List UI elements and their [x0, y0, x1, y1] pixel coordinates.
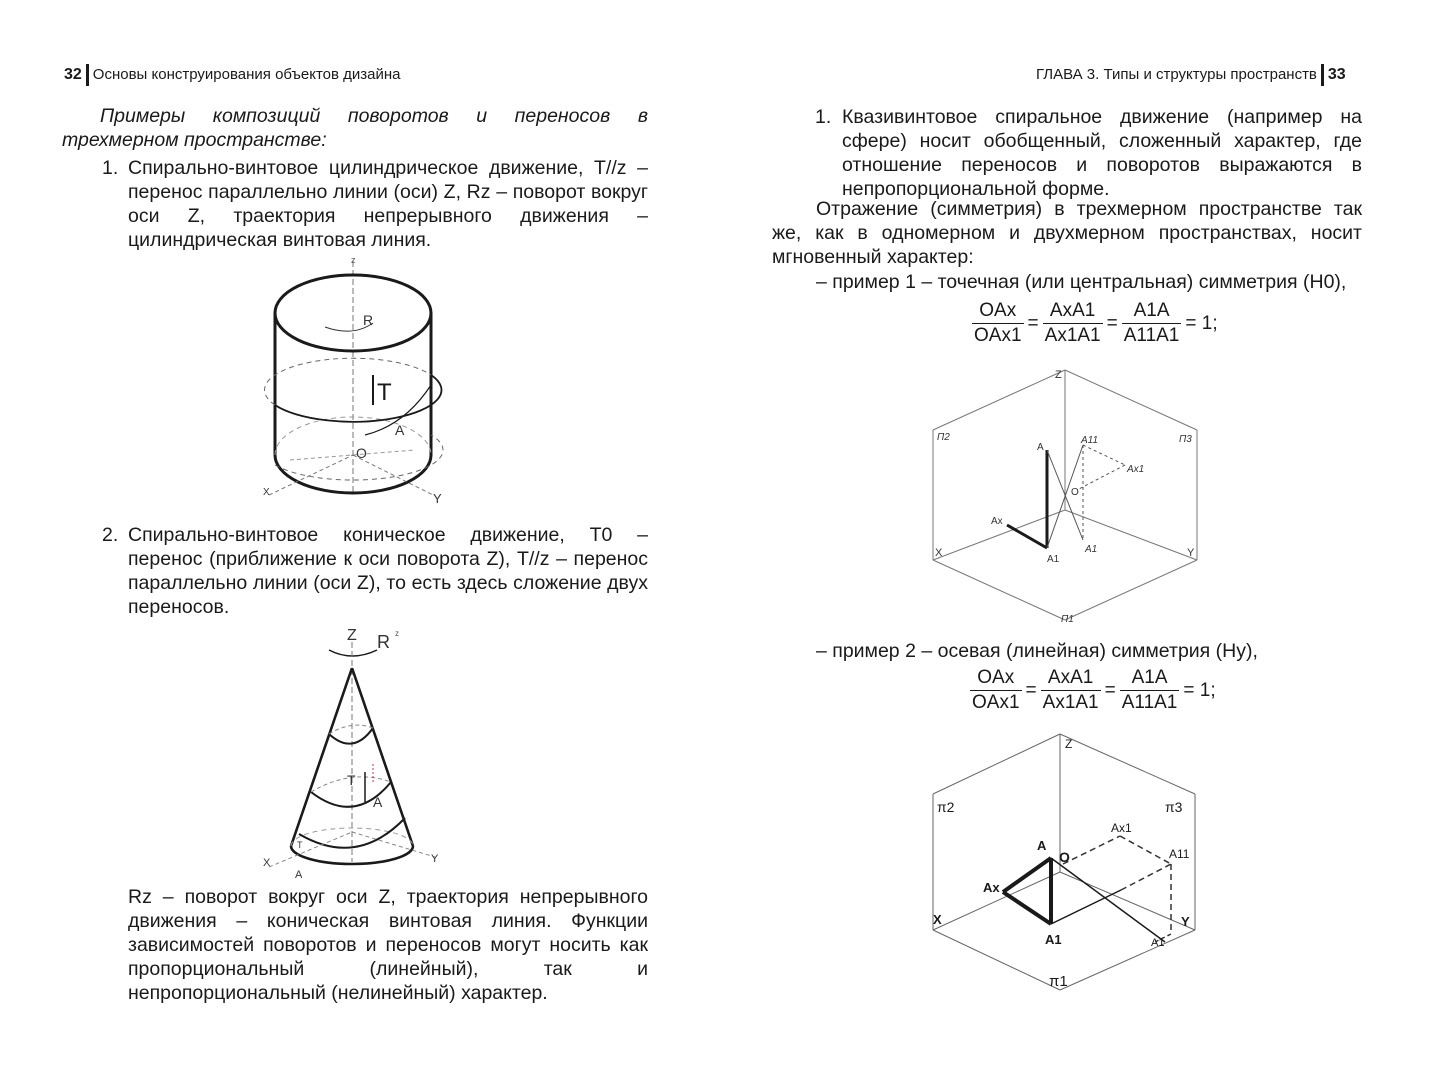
- formula1-d1: OAx1: [974, 325, 1022, 346]
- fig4-label-p3: π3: [1165, 799, 1183, 815]
- right-running-title: ГЛАВА 3. Типы и структуры пространств: [1036, 65, 1317, 83]
- formula1-rhs: = 1;: [1185, 312, 1218, 334]
- fig3-label-p2: П2: [937, 432, 950, 443]
- formula2-rhs: = 1;: [1183, 679, 1216, 701]
- fig4-label-a1: A1: [1045, 932, 1062, 947]
- fig2-label-a: A: [373, 794, 383, 810]
- fig2-label-r: R: [377, 632, 390, 652]
- left-running-header: [64, 64, 401, 86]
- left-running-title: Основы конструирования объектов дизайна: [92, 65, 401, 83]
- fig3-label-p1: П1: [1061, 614, 1074, 625]
- fig1-label-z: z: [351, 255, 356, 265]
- cone-helix-figure: [255, 622, 455, 880]
- left-item2-number: 2.: [102, 524, 119, 546]
- fig2-label-t-small: T: [297, 840, 303, 850]
- fig1-label-o: O: [356, 445, 367, 461]
- formula2-d2: Ax1A1: [1042, 692, 1099, 713]
- header-divider: [86, 64, 89, 86]
- formula1-n3: A1A: [1122, 299, 1182, 324]
- right-running-header: [1036, 64, 1346, 86]
- formula2-n1: OAx: [970, 666, 1022, 691]
- intro-paragraph: Примеры композиций поворотов и переносов в трехмерном пространстве:: [62, 105, 648, 151]
- fig2-label-a-bottom: A: [295, 869, 303, 880]
- formula2: $\frac{\text{OAx}}{\text{OAx1}}$ = $\frac{\text{AxA1}}{Ax1A1}$ = $\frac{A1A}{A11A1}$ = 1;: [972, 667, 1216, 713]
- fig4-label-p1: π1: [1049, 973, 1068, 990]
- fig3-label-p3: П3: [1179, 434, 1192, 445]
- symmetry-paragraph: Отражение (симметрия) в трехмерном пространстве так же, как в одномерном и двухмерном пространствах, носит мгновенный характер:: [772, 198, 1362, 268]
- formula1-n2: AxA1: [1043, 299, 1103, 324]
- fig4-label-p2: π2: [937, 799, 955, 815]
- fig3-label-x: X: [935, 547, 943, 559]
- formula2-d1: OAx1: [972, 692, 1020, 713]
- fig3-label-a1p: A1: [1085, 544, 1098, 555]
- fig4-label-x: X: [933, 912, 942, 927]
- fig1-label-t: T: [377, 379, 392, 406]
- fig4-label-o: O: [1059, 849, 1070, 865]
- point-symmetry-figure: [925, 360, 1205, 630]
- cylinder-helix-figure: [255, 255, 465, 505]
- fig2-label-y: Y: [431, 853, 439, 865]
- fig2-label-z: Z: [347, 627, 357, 644]
- axial-symmetry-figure: [925, 732, 1205, 1000]
- fig4-label-a11: A11: [1169, 847, 1190, 861]
- left-item2-text: Спирально-винтовое коническое движение, T0 – перенос (приближение к оси поворота Z), T//z – перенос параллельно линии (оси Z), то есть здесь сложение двух переносов.: [128, 524, 648, 618]
- fig1-label-r: R: [363, 312, 374, 328]
- formula1-d3: A11A1: [1123, 325, 1180, 346]
- fig3-label-z: Z: [1055, 369, 1062, 381]
- fig3-label-ax1: Ax1: [1127, 464, 1145, 475]
- fig3-label-y: Y: [1187, 547, 1195, 559]
- fig4-label-y: Y: [1181, 914, 1190, 929]
- left-page-number: 32: [64, 65, 82, 83]
- fig4-label-z: Z: [1065, 737, 1073, 751]
- fig2-label-x: X: [263, 857, 271, 869]
- fig1-label-y: Y: [433, 491, 442, 505]
- formula1-d2: Ax1A1: [1044, 325, 1101, 346]
- formula1-n1: OAx: [972, 299, 1024, 324]
- formula1: $\frac{\text{OAx}}{\text{OAx1}}$ = $\frac{\text{AxA1}}{Ax1A1}$ = $\frac{A1A}{A11A1}$ = 1;: [974, 300, 1218, 346]
- fig4-label-ax1: Ax1: [1111, 821, 1132, 835]
- fig2-label-rz: z: [395, 629, 399, 638]
- right-item1-text: Квазивинтовое спиральное движение (например на сфере) носит обобщенный, сложенный характер, где отношение переносов и поворотов выражаются в непропорциональной форме.: [842, 106, 1362, 200]
- example2-line: – пример 2 – осевая (линейная) симметрия (Hy),: [816, 640, 1258, 662]
- fig3-label-a1: A1: [1047, 554, 1060, 565]
- fig1-label-x: X: [263, 487, 270, 498]
- example1-line: – пример 1 – точечная (или центральная) симметрия (H0),: [816, 271, 1347, 293]
- right-page-number: 33: [1327, 65, 1346, 83]
- fig4-label-a1p: A1: [1151, 937, 1165, 949]
- left-closing-paragraph: Rz – поворот вокруг оси Z, траектория непрерывного движения – коническая винтовая линия. Функции зависимостей поворотов и переносов могут носить как пропорциональный (линейный), так и непропорциональный (нелинейный) характер.: [128, 886, 648, 1004]
- fig3-label-o: O: [1071, 487, 1079, 498]
- formula2-n2: AxA1: [1041, 666, 1101, 691]
- left-item1-number: 1.: [102, 157, 119, 179]
- header-divider: [1321, 64, 1324, 86]
- fig3-label-ax: Ax: [991, 516, 1003, 527]
- left-item1-text: Спирально-винтовое цилиндрическое движение, T//z – перенос параллельно линии (оси) Z, Rz – поворот вокруг оси Z, траектория непрерывного движения – цилиндрическая винтовая линия.: [128, 157, 648, 251]
- fig2-label-t: T: [347, 772, 356, 788]
- fig3-label-a: A: [1037, 442, 1044, 453]
- formula2-n3: A1A: [1120, 666, 1180, 691]
- fig3-label-a11: A11: [1081, 435, 1099, 446]
- formula2-d3: A11A1: [1121, 692, 1178, 713]
- right-item1-number: 1.: [815, 106, 832, 128]
- fig4-label-a: A: [1037, 838, 1047, 853]
- fig4-label-ax: Ax: [983, 880, 1000, 895]
- fig1-label-a: A: [395, 422, 405, 438]
